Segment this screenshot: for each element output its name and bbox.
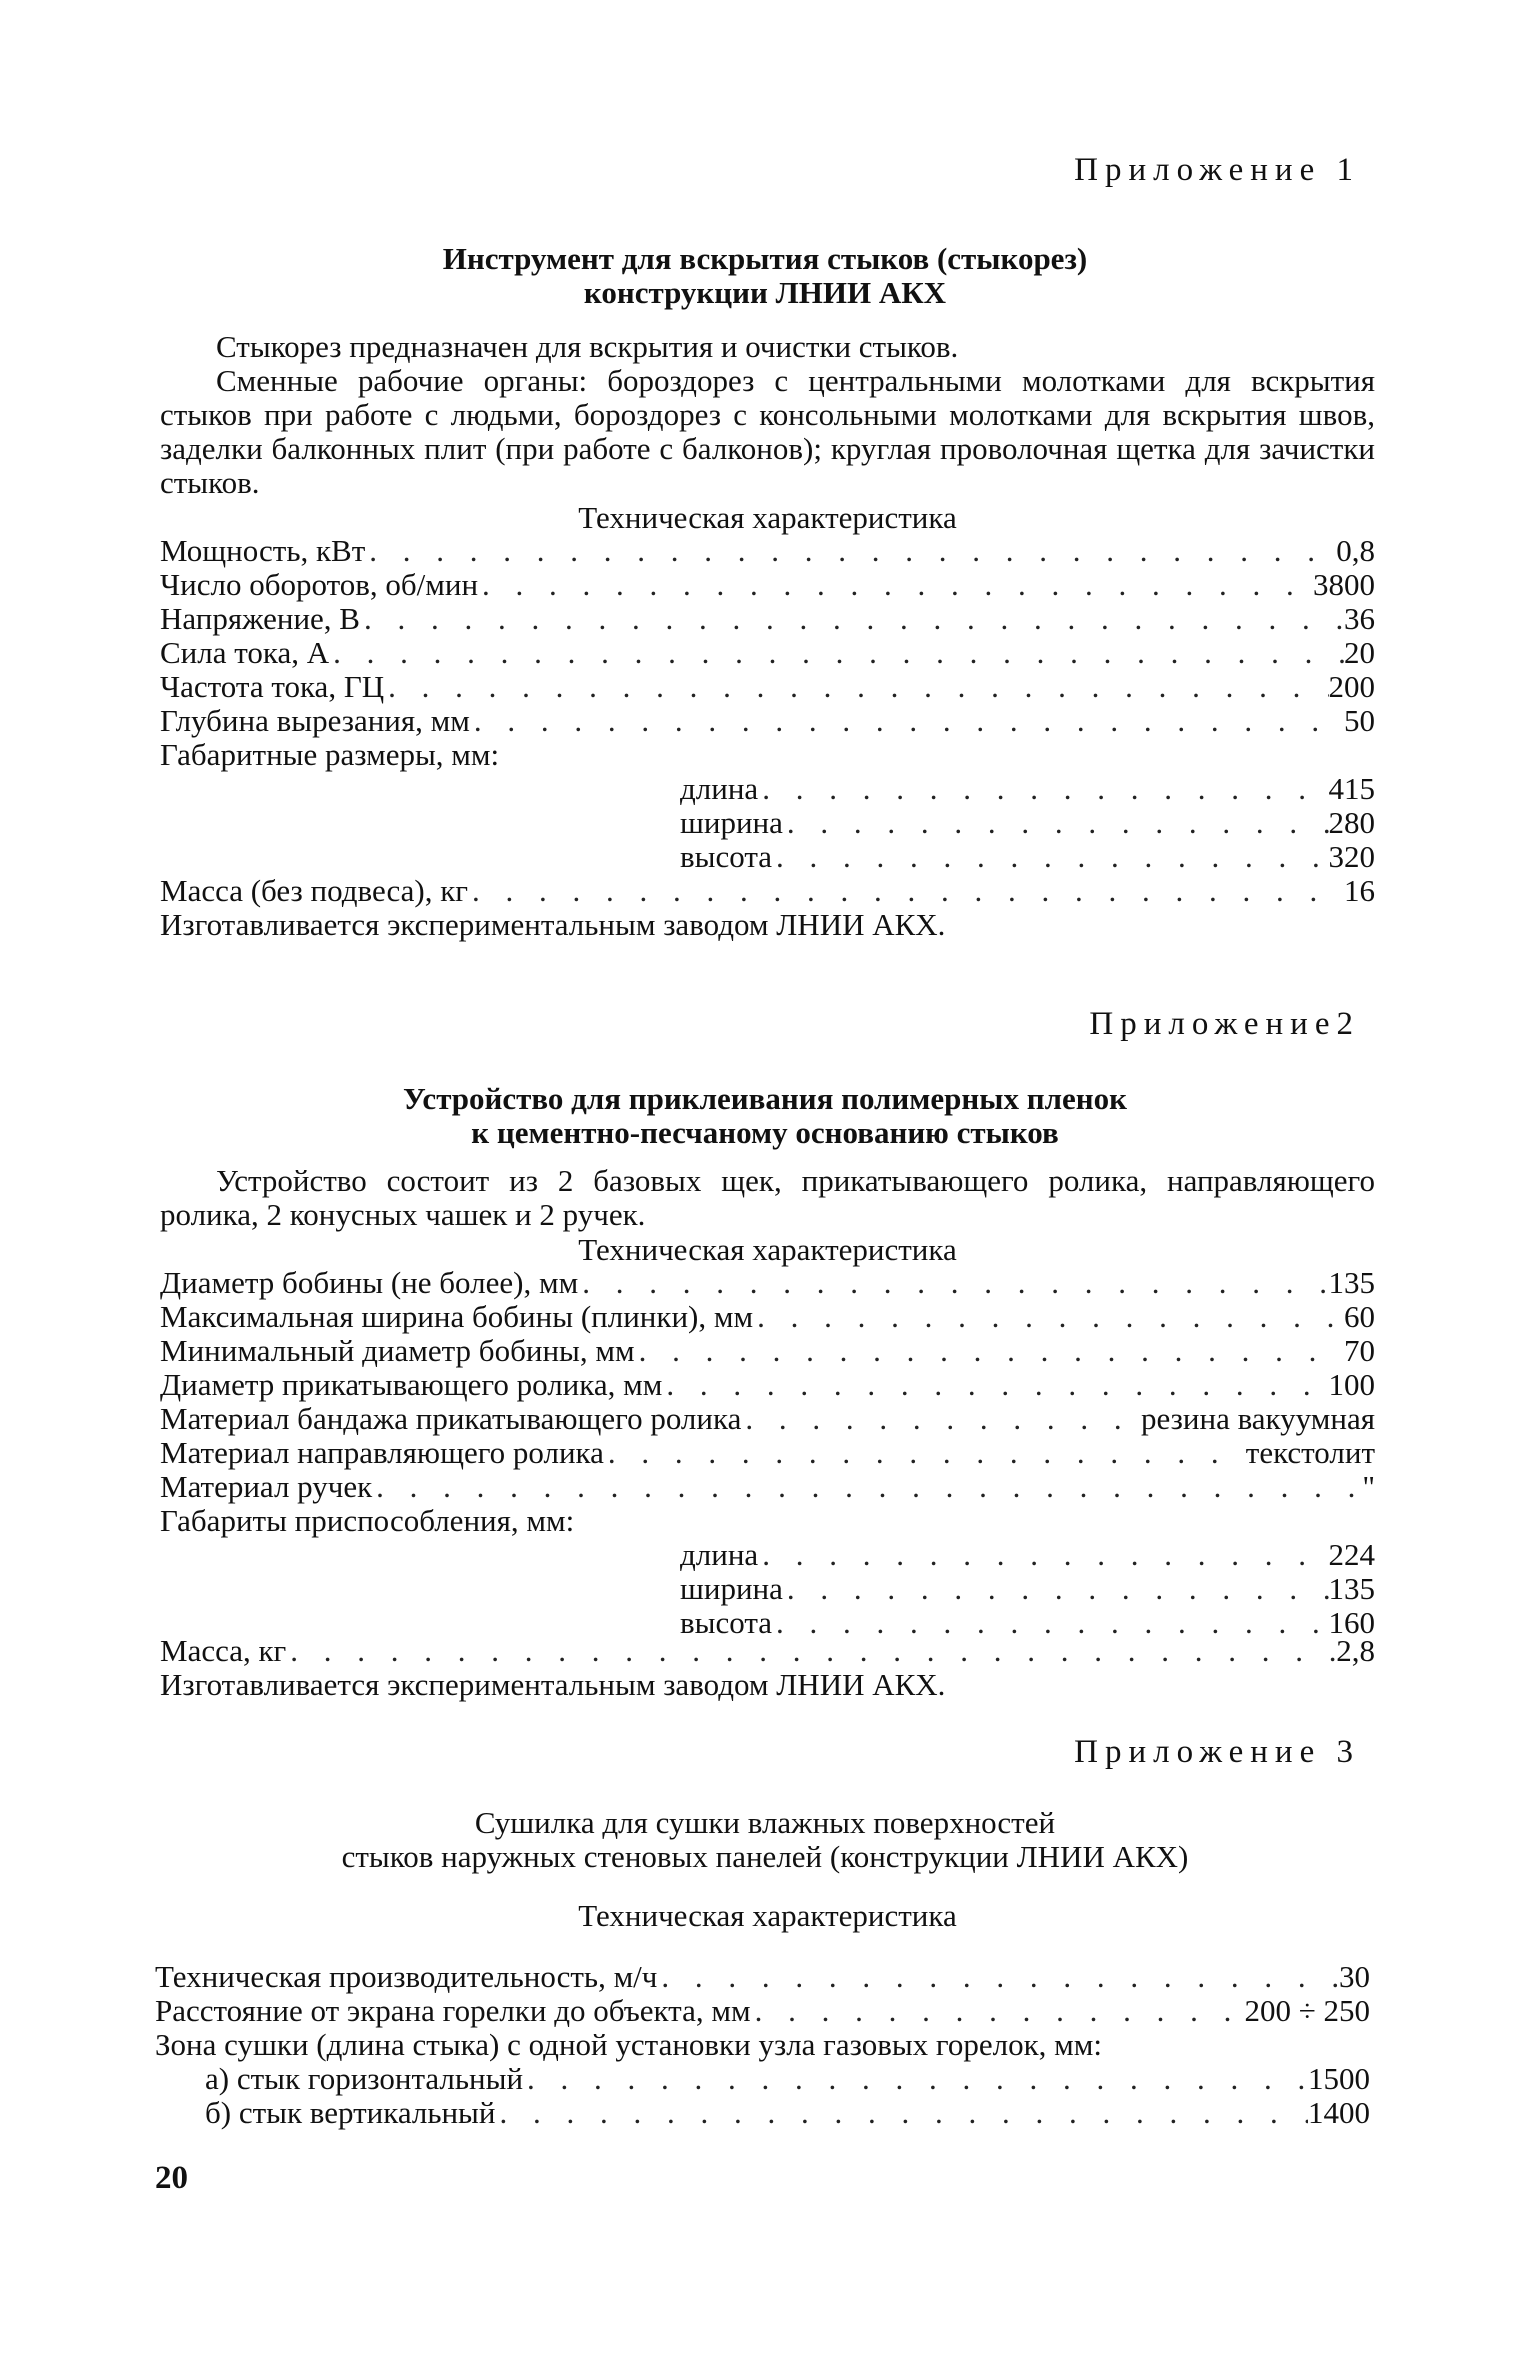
spec-row: Материал бандажа прикатывающего ролика . . . резина вакуумная <box>160 1402 1375 1436</box>
appendix-2-footer <box>160 1634 1375 1702</box>
appendix-1-footer <box>160 874 1375 942</box>
appendix-1-para-2: Сменные рабочие органы: бороздорез с центральными молотками для вскрытия стыков при работе с людьми, бороздорез с консольными молотками для вскрытия швов, заделки балконных плит (при работе с балконов); круглая проволочная щетка для зачистки стыков. <box>160 363 1375 500</box>
appendix-1-title-line1: Инструмент для вскрытия стыков (стыкорез) <box>442 241 1088 276</box>
appendix-2-description <box>160 1164 1375 1232</box>
appendix-3-zone-list <box>205 2062 1370 2130</box>
spec-row: Диаметр прикатывающего ролика, мм . . . 100 <box>160 1368 1375 1402</box>
appendix-1-description <box>160 330 1375 500</box>
spec-row: Техническая производительность, м/ч . . . 30 <box>155 1960 1370 1994</box>
zone-row: б) стык вертикальный . . . 1400 <box>205 2096 1370 2130</box>
dims-heading: Габаритные размеры, мм: <box>160 737 500 772</box>
appendix-2-label: Приложение2 <box>1089 1006 1360 1042</box>
mass-row: Масса, кг . . . 2,8 <box>160 1634 1375 1668</box>
spec-row: Напряжение, В . . . 36 <box>160 602 1375 636</box>
appendix-1-para-1: Стыкорез предназначен для вскрытия и очистки стыков. <box>216 329 959 364</box>
appendix-2-para: Устройство состоит из 2 базовых щек, прикатывающего ролика, направляющего ролика, 2 конусных чашек и 2 ручек. <box>160 1163 1375 1232</box>
spec-row: Частота тока, ГЦ . . . 200 <box>160 670 1375 704</box>
spec-row: Сила тока, А . . . 20 <box>160 636 1375 670</box>
appendix-1-spec-list <box>160 534 1375 772</box>
appendix-1-label: Приложение 1 <box>1074 152 1360 188</box>
appendix-2-spec-list <box>160 1266 1375 1538</box>
dim-row: высота . . . 320 <box>680 840 1375 874</box>
appendix-1-tech-heading: Техническая характеристика <box>578 500 957 535</box>
appendix-3-label: Приложение 3 <box>1074 1734 1360 1770</box>
dim-row: ширина . . . 135 <box>680 1572 1375 1606</box>
dims-heading: Габариты приспособления, мм: <box>160 1503 575 1538</box>
dim-row: длина . . . 415 <box>680 772 1375 806</box>
spec-row: Глубина вырезания, мм . . . 50 <box>160 704 1375 738</box>
spec-row: Материал ручек . . . " <box>160 1470 1375 1504</box>
spec-row: Мощность, кВт . . . 0,8 <box>160 534 1375 568</box>
maker-line: Изготавливается экспериментальным заводом ЛНИИ АКХ. <box>160 907 946 942</box>
appendix-3-title-line1: Сушилка для сушки влажных поверхностей <box>474 1805 1056 1840</box>
appendix-1-title-line2: конструкции ЛНИИ АКХ <box>583 275 947 310</box>
dim-row: ширина . . . 280 <box>680 806 1375 840</box>
dim-row: длина . . . 224 <box>680 1538 1375 1572</box>
appendix-3-spec-list <box>155 1960 1370 2062</box>
zone-row: а) стык горизонтальный . . . 1500 <box>205 2062 1370 2096</box>
spec-row: Диаметр бобины (не более), мм . . . 135 <box>160 1266 1375 1300</box>
spec-row: Число оборотов, об/мин . . . 3800 <box>160 568 1375 602</box>
appendix-2-title-line2: к цементно-песчаному основанию стыков <box>471 1115 1059 1150</box>
appendix-1-dims-list <box>680 772 1375 874</box>
zone-heading: Зона сушки (длина стыка) с одной установки узла газовых горелок, мм: <box>155 2027 1103 2062</box>
appendix-3-tech-heading: Техническая характеристика <box>578 1898 957 1933</box>
appendix-2-title-line1: Устройство для приклеивания полимерных пленок <box>403 1081 1127 1116</box>
page-number: 20 <box>155 2160 188 2196</box>
appendix-3-title-line2: стыков наружных стеновых панелей (конструкции ЛНИИ АКХ) <box>341 1839 1189 1874</box>
spec-row: Минимальный диаметр бобины, мм . . . 70 <box>160 1334 1375 1368</box>
dim-row: высота . . . 160 <box>680 1606 1375 1640</box>
spec-row: Материал направляющего ролика . . . текстолит <box>160 1436 1375 1470</box>
mass-row: Масса (без подвеса), кг . . . 16 <box>160 874 1375 908</box>
spec-row: Максимальная ширина бобины (плинки), мм . . . 60 <box>160 1300 1375 1334</box>
spec-row: Расстояние от экрана горелки до объекта, мм . . . 200 ÷ 250 <box>155 1994 1370 2028</box>
appendix-2-tech-heading: Техническая характеристика <box>578 1232 957 1267</box>
appendix-2-dims-list <box>680 1538 1375 1640</box>
maker-line: Изготавливается экспериментальным заводом ЛНИИ АКХ. <box>160 1667 946 1702</box>
